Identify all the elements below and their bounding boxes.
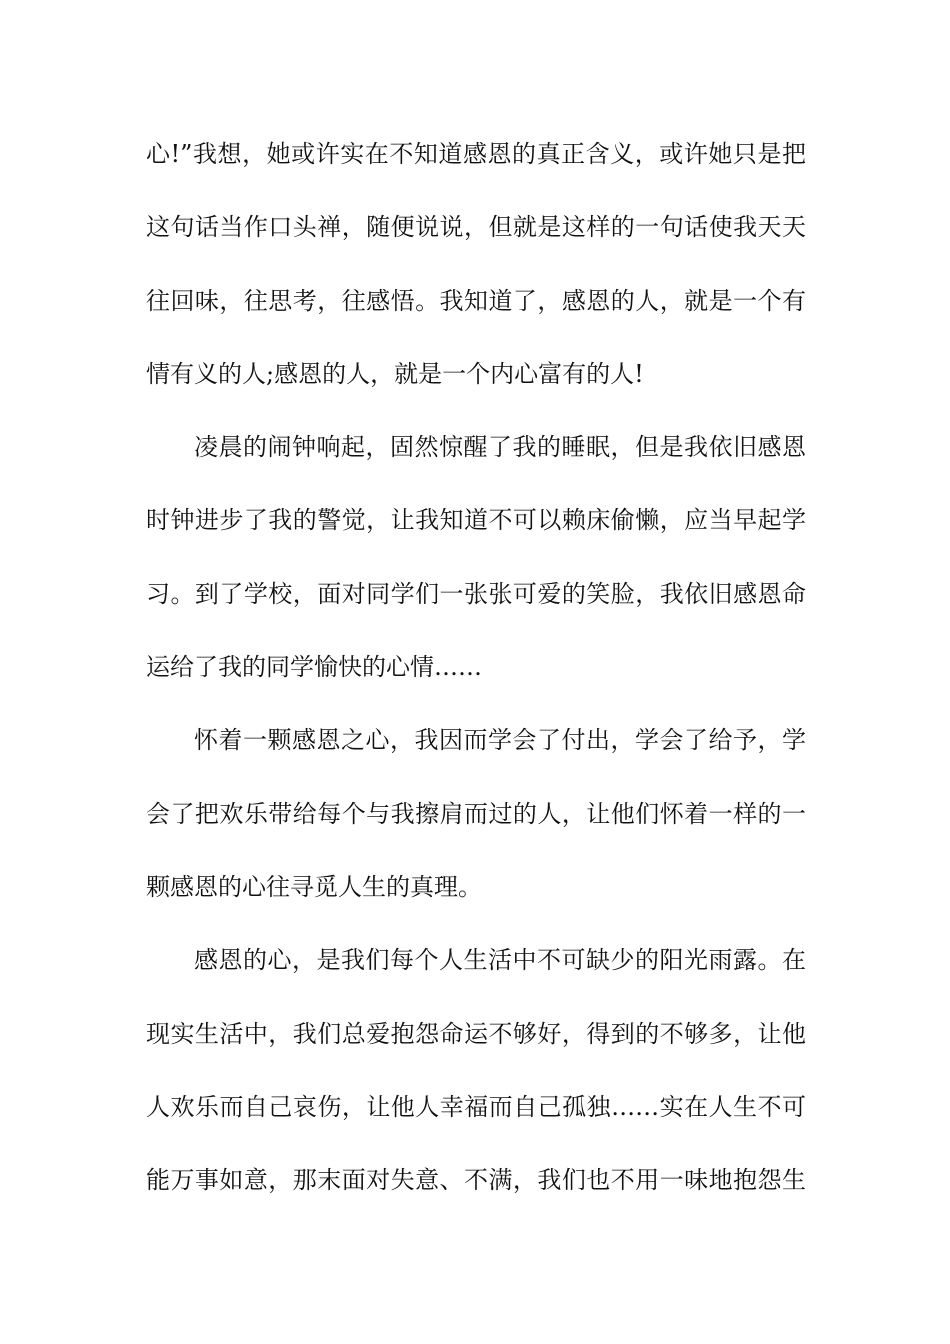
text-line: 感恩的心，是我们每个人生活中不可缺少的阳光雨露。在 [194, 946, 806, 975]
text-line: 运给了我的同学愉快的心情…… [146, 653, 482, 682]
text-line: 能万事如意，那末面对失意、不满，我们也不用一味地抱怨生 [146, 1166, 806, 1195]
text-line: 颗感恩的心往寻觅人生的真理。 [146, 872, 482, 901]
text-line: 时钟进步了我的警觉，让我知道不可以赖床偷懒，应当早起学 [146, 506, 806, 535]
text-line: 情有义的人;感恩的人，就是一个内心富有的人! [146, 359, 644, 388]
text-line: 现实生活中，我们总爱抱怨命运不够好，得到的不够多，让他 [146, 1019, 806, 1048]
text-line: 凌晨的闹钟响起，固然惊醒了我的睡眠，但是我依旧感恩 [194, 433, 806, 462]
text-line: 人欢乐而自己哀伤，让他人幸福而自己孤独……实在人生不可 [146, 1092, 806, 1121]
text-line: 习。到了学校，面对同学们一张张可爱的笑脸，我依旧感恩命 [146, 579, 806, 608]
text-line: 会了把欢乐带给每个与我擦肩而过的人，让他们怀着一样的一 [146, 799, 806, 828]
text-line: 怀着一颗感恩之心，我因而学会了付出，学会了给予，学 [194, 726, 806, 755]
text-line: 往回味，往思考，往感悟。我知道了，感恩的人，就是一个有 [146, 286, 806, 315]
text-line: 心!”我想，她或许实在不知道感恩的真正含义，或许她只是把 [146, 140, 806, 168]
body-text [146, 128, 806, 1227]
text-line: 这句话当作口头禅，随便说说，但就是这样的一句话使我天天 [146, 213, 806, 242]
